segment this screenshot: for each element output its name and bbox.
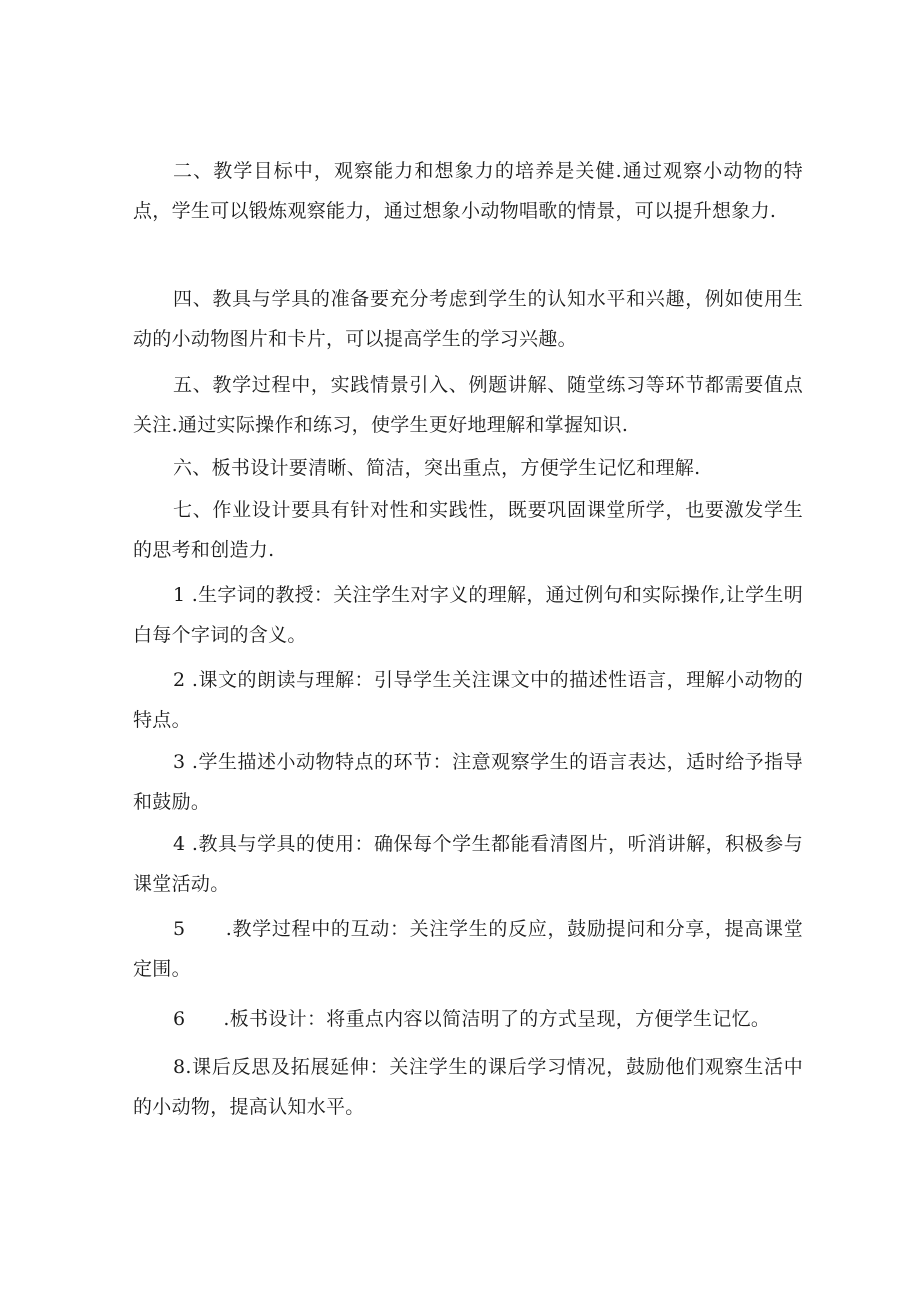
list-item-5: 5 .教学过程中的互动：关注学生的反应，鼓励提问和分享，提高课堂定围。	[133, 918, 803, 980]
paragraph-board-design: 六、板书设计要清晰、简洁，突出重点，方便学生记忆和理解.	[173, 457, 701, 479]
list-item-4: 4 .教具与学具的使用：确保每个学生都能看清图片，听消讲解，积极参与课堂活动。	[133, 833, 803, 895]
list-item-1: 1 .生字词的教授：关注学生对字义的理解，通过例句和实际操作,让学生明白每个字词的含义。	[133, 584, 803, 646]
list-item-2: 2 .课文的朗读与理解：引导学生关注课文中的描述性语言，理解小动物的特点。	[133, 669, 803, 731]
paragraph-homework-design: 七、作业设计要具有针对性和实践性，既要巩固课堂所学，也要激发学生的思考和创造力.	[133, 499, 803, 561]
list-item-3: 3 .学生描述小动物特点的环节：注意观察学生的语言表达，适时给予指导和鼓励。	[133, 751, 803, 813]
list-item-8: 8.课后反思及拓展延伸：关注学生的课后学习情况，鼓励他们观察生活中的小动物，提高认知水平。	[133, 1056, 803, 1118]
paragraph-teaching-aids: 四、教具与学具的准备要充分考虑到学生的认知水平和兴趣，例如使用生动的小动物图片和卡片，可以提高学生的学习兴趣。	[133, 288, 803, 350]
paragraph-teaching-process: 五、教学过程中，实践情景引入、例题讲解、随堂练习等环节都需要值点关注.通过实际操作和练习，使学生更好地理解和掌握知识.	[133, 374, 803, 436]
paragraph-teaching-goals: 二、教学目标中，观察能力和想象力的培养是关健.通过观察小动物的特点，学生可以锻炼观察能力，通过想象小动物唱歌的情景，可以提升想象力.	[133, 160, 803, 222]
list-item-6: 6 .板书设计：将重点内容以简洁明了的方式呈现，方便学生记忆。	[173, 1008, 771, 1030]
